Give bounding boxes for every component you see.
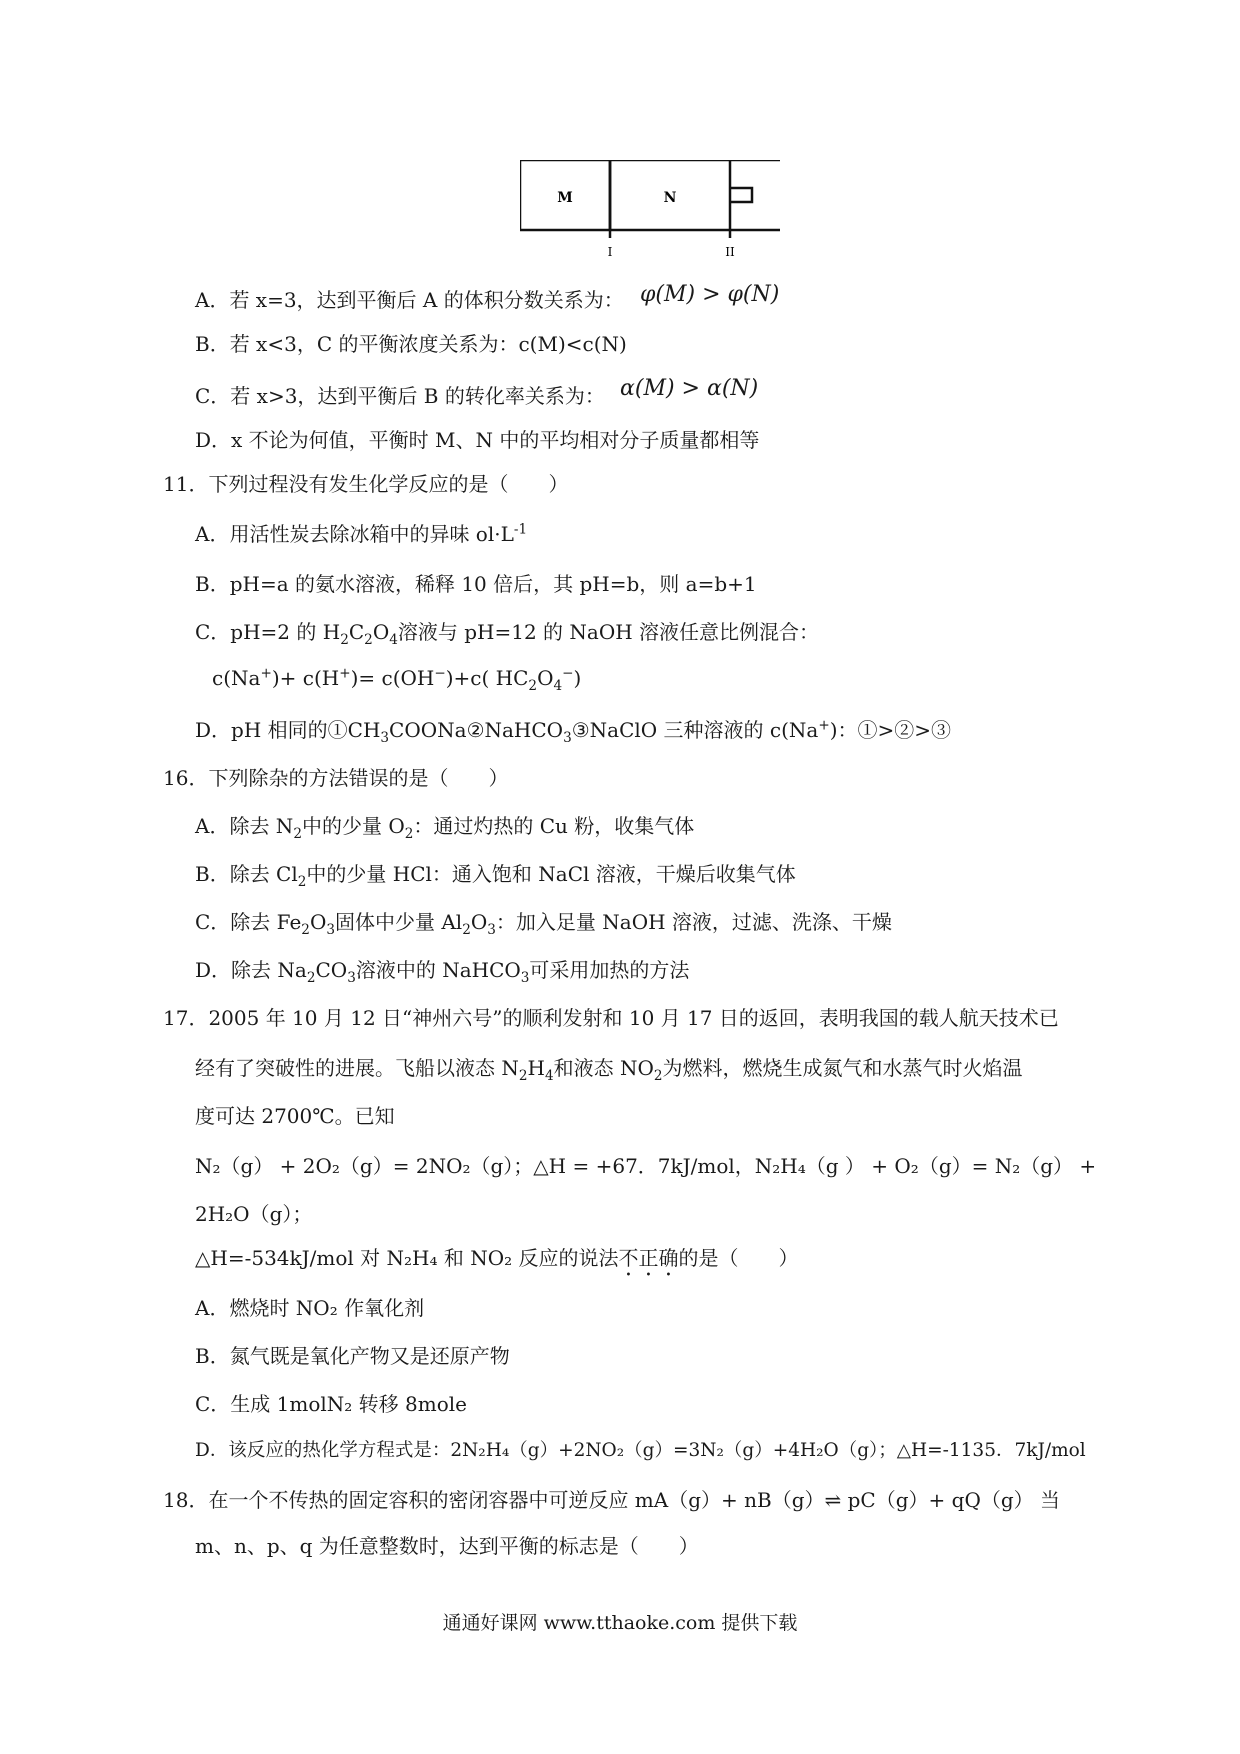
- q16-stem: 16．下列除杂的方法错误的是（ ）: [163, 766, 509, 790]
- q11-stem: 11．下列过程没有发生化学反应的是（ ）: [163, 472, 569, 496]
- q16-option-a: A．除去 $N_2$中的少量 $O_2$：通过灼热的 Cu 粉，收集气体: [195, 814, 695, 842]
- q17-equation-1: N₂（g） + 2O₂（g）= 2NO₂（g）；△H = +67．7kJ/mol，N₂H₄（g ） + O₂（g）= N₂（g） +: [195, 1154, 1097, 1178]
- q16-option-d: D．除去 $Na_2CO_3$溶液中的 NaHCO$_3$可采用加热的方法: [195, 958, 690, 986]
- q18-stem-line1: 18．在一个不传热的固定容积的密闭容器中可逆反应 mA（g）+ nB（g）⇌ pC（g）+ qQ（g） 当: [163, 1488, 1061, 1512]
- q10-option-d: D．x 不论为何值，平衡时 M、N 中的平均相对分子质量都相等: [195, 428, 760, 452]
- q11-option-c-equation: c(Na+)+ c(H+)= c(OH−)+c( $HC_2O_4^-$): [212, 665, 582, 694]
- q17-stem-line3: 度可达 2700℃。已知: [195, 1104, 395, 1128]
- q10-option-c-math: α(M) > α(N): [620, 376, 759, 401]
- q11-option-a: A．用活性炭去除冰箱中的异味 $ol\cdot L^{-1}$: [195, 521, 528, 546]
- q11-option-d: D．pH 相同的$①CH_3COONa②NaHCO_3③NaClO$ 三种溶液的 c(Na+)：①>②>③: [195, 717, 952, 746]
- q10-option-a: A．若 x=3，达到平衡后 A 的体积分数关系为：: [195, 288, 624, 312]
- q16-option-c: C．除去 $Fe_2O_3$固体中少量 $Al_2O_3$：加入足量 NaOH 溶液，过滤、洗涤、干燥: [195, 910, 892, 938]
- page-footer: 通通好课网 www.tthaoke.com 提供下载: [442, 1612, 798, 1634]
- q11-option-c: C．pH=2 的 $H_2C_2O_4$溶液与 pH=12 的 NaOH 溶液任意比例混合：: [195, 620, 820, 648]
- q16-option-b: B．除去 $Cl_2$中的少量 HCl：通入饱和 NaCl 溶液，干燥后收集气体: [195, 862, 796, 890]
- q17-stem-line2: 经有了突破性的进展。飞船以液态 $N_2H_4$和液态 $NO_2$为燃料，燃烧生成氮气和水蒸气时火焰温: [195, 1056, 1023, 1084]
- q10-option-a-math: φ(M) > φ(N): [640, 282, 780, 307]
- q10-option-b: B．若 x<3，C 的平衡浓度关系为：c(M)<c(N): [195, 332, 627, 356]
- piston-handle: [730, 188, 752, 202]
- q11-option-b: B．pH=a 的氨水溶液，稀释 10 倍后，其 pH=b，则 a=b+1: [195, 572, 757, 596]
- label-n: N: [663, 190, 677, 206]
- q17-question: △H=-534kJ/mol 对 N₂H₄ 和 NO₂ 反应的说法不正确的是（ ）: [195, 1246, 799, 1270]
- q17-option-d: D．该反应的热化学方程式是：2N₂H₄（g）+2NO₂（g）=3N₂（g）+4H₂O（g）；△H=-1135．7kJ/mol: [195, 1440, 1086, 1461]
- container-diagram: [520, 160, 780, 260]
- q18-stem-line2: m、n、p、q 为任意整数时，达到平衡的标志是（ ）: [195, 1534, 699, 1558]
- label-ii: II: [725, 245, 735, 259]
- q17-option-c: C．生成 1molN₂ 转移 8mole: [195, 1392, 467, 1416]
- q17-equation-2: 2H₂O（g）；: [195, 1202, 313, 1226]
- label-m: M: [557, 190, 573, 206]
- q17-option-a: A．燃烧时 NO₂ 作氧化剂: [195, 1296, 425, 1320]
- q17-option-b: B．氮气既是氧化产物又是还原产物: [195, 1344, 510, 1368]
- q17-stem-line1: 17．2005 年 10 月 12 日“神州六号”的顺利发射和 10 月 17 日的返回，表明我国的载人航天技术已: [163, 1006, 1059, 1030]
- q10-option-c: C．若 x>3，达到平衡后 B 的转化率关系为：: [195, 384, 605, 408]
- label-i: I: [607, 245, 613, 259]
